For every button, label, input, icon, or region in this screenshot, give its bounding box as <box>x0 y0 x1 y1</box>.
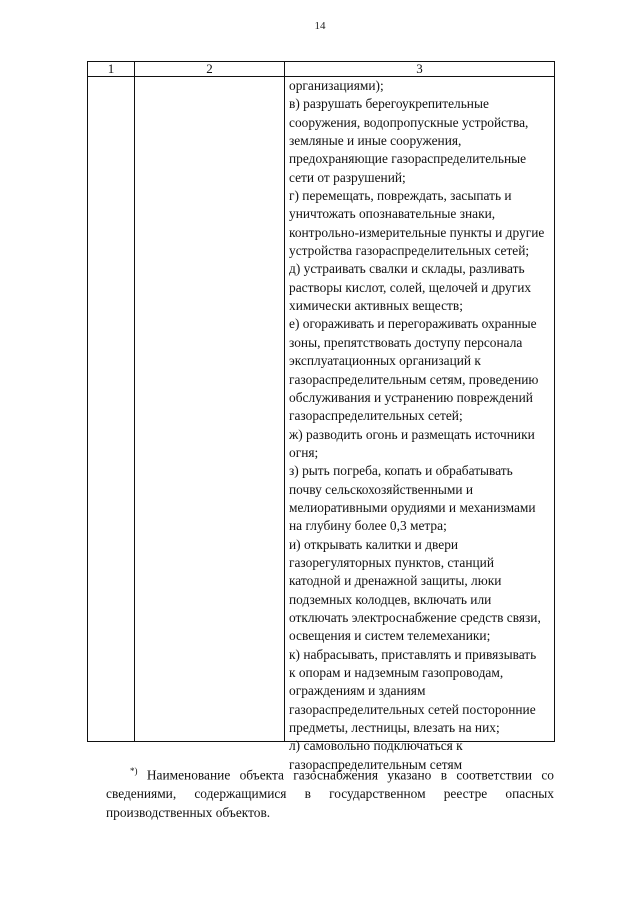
table-cell-col2 <box>135 77 285 742</box>
text-line: отключать электроснабжение средств связи, <box>289 609 541 625</box>
text-line: контрольно-измерительные пункты и другие <box>289 224 545 240</box>
text-line: газораспределительным сетям <box>289 756 463 772</box>
table-header-row <box>88 62 555 77</box>
text-line: и) открывать калитки и двери <box>289 536 459 552</box>
column-header-3: 3 <box>285 62 555 77</box>
text-line: сети от разрушений; <box>289 169 406 185</box>
footnote-line-1 <box>106 762 554 784</box>
footnote-line-2: сведениями, содержащимися в государственном реестре опасных <box>106 786 554 802</box>
text-line: в) разрушать берегоукрепительные <box>289 96 489 112</box>
text-line: г) перемещать, повреждать, засыпать и <box>289 188 512 204</box>
text-line: зоны, препятствовать доступу персонала <box>289 334 523 350</box>
text-line: земляные и иные сооружения, <box>289 133 462 149</box>
text-line: газорегуляторных пунктов, станций <box>289 554 495 570</box>
text-line: сооружения, водопропускные устройства, <box>289 114 529 130</box>
text-line: огня; <box>289 444 319 460</box>
footnote-line-3: производственных объектов. <box>106 805 271 821</box>
text-line: почву сельскохозяйственными и <box>289 481 474 497</box>
text-line: освещения и систем телемеханики; <box>289 628 491 644</box>
text-line: к опорам и надземным газопроводам, <box>289 665 504 680</box>
text-line: д) устраивать свалки и склады, разливать <box>289 261 525 277</box>
column-header-2: 2 <box>135 62 285 77</box>
text-line: предохраняющие газораспределительные <box>289 151 527 167</box>
text-line: подземных колодцев, включать или <box>289 591 492 607</box>
footnote-marker: *) <box>130 766 138 776</box>
text-line: обслуживания и устранению повреждений <box>289 389 533 405</box>
page-number: 14 <box>314 20 326 32</box>
text-line: уничтожать опознавательные знаки, <box>289 206 496 222</box>
text-line: растворы кислот, солей, щелочей и других <box>289 279 532 295</box>
text-line: к) набрасывать, приставлять и привязывать <box>289 646 537 662</box>
text-line: эксплуатационных организаций к <box>289 353 481 369</box>
text-line: л) самовольно подключаться к <box>289 738 463 754</box>
text-line: газораспределительным сетям, проведению <box>289 371 539 387</box>
col3-text <box>285 77 554 772</box>
text-line: катодной и дренажной защиты, люки <box>289 573 502 589</box>
text-line: ограждениям и зданиям <box>289 683 426 699</box>
table-cell-col1 <box>88 77 135 742</box>
text-line: е) огораживать и перегораживать охранные <box>289 316 537 332</box>
text-line: газораспределительных сетей посторонние <box>289 701 536 717</box>
footnote-text-1: Наименование объекта газоснабжения указано в соответствии со <box>146 767 554 783</box>
text-line: на глубину более 0,3 метра; <box>289 518 447 534</box>
text-line: ж) разводить огонь и размещать источники <box>289 426 535 442</box>
table-row <box>88 77 555 742</box>
column-header-1: 1 <box>88 62 135 77</box>
text-line: химически активных веществ; <box>289 298 463 314</box>
text-line: предметы, лестницы, влезать на них; <box>289 720 500 736</box>
footnote <box>106 762 554 822</box>
table-cell-col3 <box>285 77 555 772</box>
text-line: газораспределительных сетей; <box>289 408 463 424</box>
text-line: организациями); <box>289 78 384 93</box>
text-line: устройства газораспределительных сетей; <box>289 243 530 259</box>
text-line: мелиоративными орудиями и механизмами <box>289 499 536 515</box>
text-line: з) рыть погреба, копать и обрабатывать <box>289 463 513 479</box>
document-table <box>87 61 555 772</box>
